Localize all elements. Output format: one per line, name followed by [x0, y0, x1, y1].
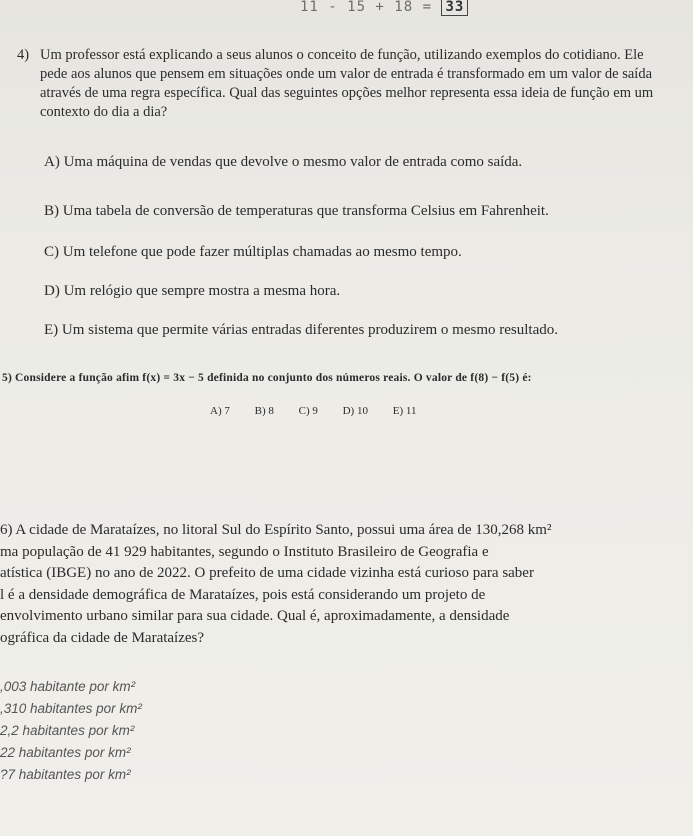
question-6-option-d[interactable]: 22 habitantes por km² — [0, 745, 131, 760]
question-6-option-a[interactable]: ,003 habitante por km² — [0, 679, 136, 694]
question-6-option-b[interactable]: ,310 habitantes por km² — [0, 701, 142, 716]
handwritten-expression: 11 - 15 + 18 = — [300, 0, 442, 15]
question-5-option-c[interactable]: C) 9 — [298, 405, 318, 417]
question-4-option-a[interactable]: A) Uma máquina de vendas que devolve o mesmo valor de entrada como saída. — [44, 154, 523, 170]
question-5-options — [210, 405, 438, 417]
question-5-option-b[interactable]: B) 8 — [254, 405, 274, 417]
question-6-line: ma população de 41 929 habitantes, segundo o Instituto Brasileiro de Geografia e — [0, 543, 489, 560]
question-6-line: ográfica da cidade de Marataízes? — [0, 629, 205, 646]
question-5-statement: 5) Considere a função afim f(x) = 3x − 5 definida no conjunto dos números reais. O valor de f(8) − f(5) é: — [2, 372, 532, 384]
question-4-number: 4) — [17, 47, 30, 63]
handwritten-calculation — [300, 0, 540, 20]
question-6-options — [0, 676, 142, 786]
question-6-line: envolvimento urbano similar para sua cidade. Qual é, aproximadamente, a densidade — [0, 608, 510, 624]
question-5-option-a[interactable]: A) 7 — [210, 405, 230, 417]
question-6-line: atística (IBGE) no ano de 2022. O prefeito de uma cidade vizinha está curioso para saber — [0, 565, 534, 581]
question-4 — [17, 46, 667, 122]
question-6-line: l é a densidade demográfica de Marataízes, pois está considerando um projeto de — [0, 586, 486, 603]
question-6-option-c[interactable]: 2,2 habitantes por km² — [0, 723, 135, 738]
question-4-statement: Um professor está explicando a seus alunos o conceito de função, utilizando exemplos do cotidiano. Ele pede aos alunos que pensem em situações onde um valor de entrada é transformado em um valor de saída através de uma regra específica. Qual das seguintes opções melhor representa essa ideia de função em um contexto do dia a dia? — [40, 47, 654, 120]
question-4-option-c[interactable]: C) Um telefone que pode fazer múltiplas chamadas ao mesmo tempo. — [44, 244, 462, 260]
question-6-option-e[interactable]: ?7 habitantes por km² — [0, 767, 131, 782]
question-4-option-e[interactable]: E) Um sistema que permite várias entradas diferentes produzirem o mesmo resultado. — [44, 322, 558, 338]
question-6-line: 6) A cidade de Marataízes, no litoral Sul do Espírito Santo, possui uma área de 130,268 km² — [0, 522, 552, 538]
question-5-option-d[interactable]: D) 10 — [342, 405, 368, 417]
question-4-option-d[interactable]: D) Um relógio que sempre mostra a mesma hora. — [44, 283, 341, 299]
question-6-statement — [0, 520, 690, 649]
handwritten-boxed-answer: 33 — [441, 0, 468, 16]
question-5-option-e[interactable]: E) 11 — [392, 405, 417, 417]
question-4-option-b[interactable]: B) Uma tabela de conversão de temperaturas que transforma Celsius em Fahrenheit. — [44, 203, 549, 219]
